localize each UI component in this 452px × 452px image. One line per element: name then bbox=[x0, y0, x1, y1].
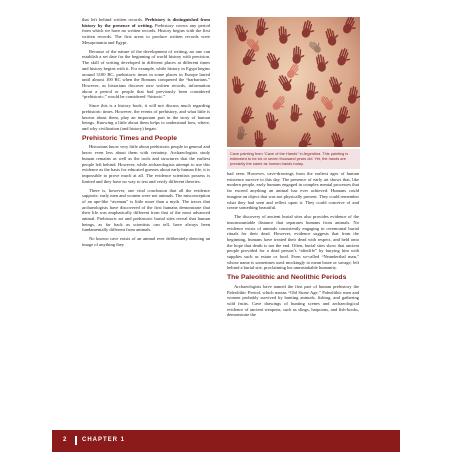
chapter-label: CHAPTER 1 bbox=[82, 437, 126, 443]
section-heading: The Paleolithic and Neolithic Periods bbox=[227, 274, 347, 282]
page-number: 2 bbox=[63, 437, 67, 443]
paragraph-text: that left behind written records. bbox=[82, 17, 146, 22]
paragraph: Archaeologists have named the first part of human prehistory the Paleolithic Period, which means “Old Stone Age.” Paleolithic men and women probably survived by hunting animals, fishing, and gathering wild fruits. Cave drawings of hunting scenes and archaeological evidence of ancient weapons, such as slings, harpoons, and fish-hooks, demonstrate the bbox=[227, 283, 359, 318]
right-text-column bbox=[227, 171, 359, 321]
paragraph: No known cave exists of an animal ever deliberately drawing an image of anything they bbox=[82, 236, 210, 248]
section-heading: Prehistoric Times and People bbox=[82, 134, 178, 142]
paragraph-text: Prehistory covers any period from which we have no written records. History begins with the first written records. The first areas to produce written records were Mesopotamia and Egypt. bbox=[82, 22, 210, 45]
paragraph: Because of the nature of the development of writing, no one can establish a set date for the beginning of world history with precision. The skill of writing developed in different places at different times and history begins with it. For example, while history in Egypt begins around 3100 BC, prehistoric times in some places in Europe lasted until almost 100 BC when the Romans conquered the “barbarians.” However, as historians discover new written records, information about a period or people that had previously been considered “prehistoric,” would be considered “historic.” bbox=[82, 48, 210, 100]
paragraph: Historians know very little about prehistoric people in general and know even less about them with certainty. Archaeologists study human remains as well as the tools and structures that the earliest people left behind. However, while archaeologists attempt to use this evidence as the basis for educated guesses about early human life, it is impossible to prove much at all. The evidence scientists possess is limited and they have no way to test and verify different theories. bbox=[82, 144, 210, 184]
paragraph: Since this is a history book, it will not discuss much regarding prehistoric times. However, the events of prehistory, and what little is known about them, play an important part in the story of human beings. Knowing a little about them helps to understand how, where, and why civilization (and history) began. bbox=[82, 103, 210, 132]
bold-definition: Prehistory is distinguished from history by the presence of writing. bbox=[82, 17, 210, 28]
paragraph bbox=[82, 17, 210, 46]
paragraph: had seen. However, cave-drawings from the earliest ages of human existence survive to this day. The presence of early art shows that, like modern people, early humans engaged in complex mental processes that far exceed anything an animal has ever achieved. Humans could imagine an object that was not physically present. They could remember what they had seen and reflect upon it. They could conceive of and create something beautiful. bbox=[227, 171, 359, 211]
paragraph: The discovery of ancient burial sites also provides evidence of the insurmountable distance that separates humans from animals. No evidence exists of animals consistently engaging in ceremonial burial rituals for their dead. However, evidence suggests that from the beginning, humans have treated their dead with respect, and held onto the hope that death is not the end. Often, burial sites show that ancient people provided for a dead person’s “afterlife” by burying him with supplies such as estate or food. Even so-called “Neanderthal man,” whose name is sometimes used mockingly to mean brute or savage, left behind a burial site, proclaiming his unmistakable humanity. bbox=[227, 214, 359, 271]
cave-hands-illustration bbox=[227, 17, 360, 147]
footer-divider bbox=[75, 436, 77, 445]
cave-hands-photo bbox=[227, 17, 360, 147]
left-text-column bbox=[82, 17, 210, 251]
paragraph: There is, however, one vital conclusion that all the evidence supports: early men and women were not animals. The misconception of an ape-like “aveman” is little more than a myth. The traces that archaeologists have discovered of the first humans demonstrate that their life was emphatically different from that of the most advanced animal. Prehistoric art and prehistoric burial sites reveal that human beings, as far back as scientists can tell, have always been fundamentally different from animals. bbox=[82, 187, 210, 233]
photo-caption: Cave painting from “Cave of the Hands” in Argentina. This painting is estimated to be six or seven thousand years old. Yet, the hands are precisely the same as human hands today. bbox=[227, 149, 360, 169]
